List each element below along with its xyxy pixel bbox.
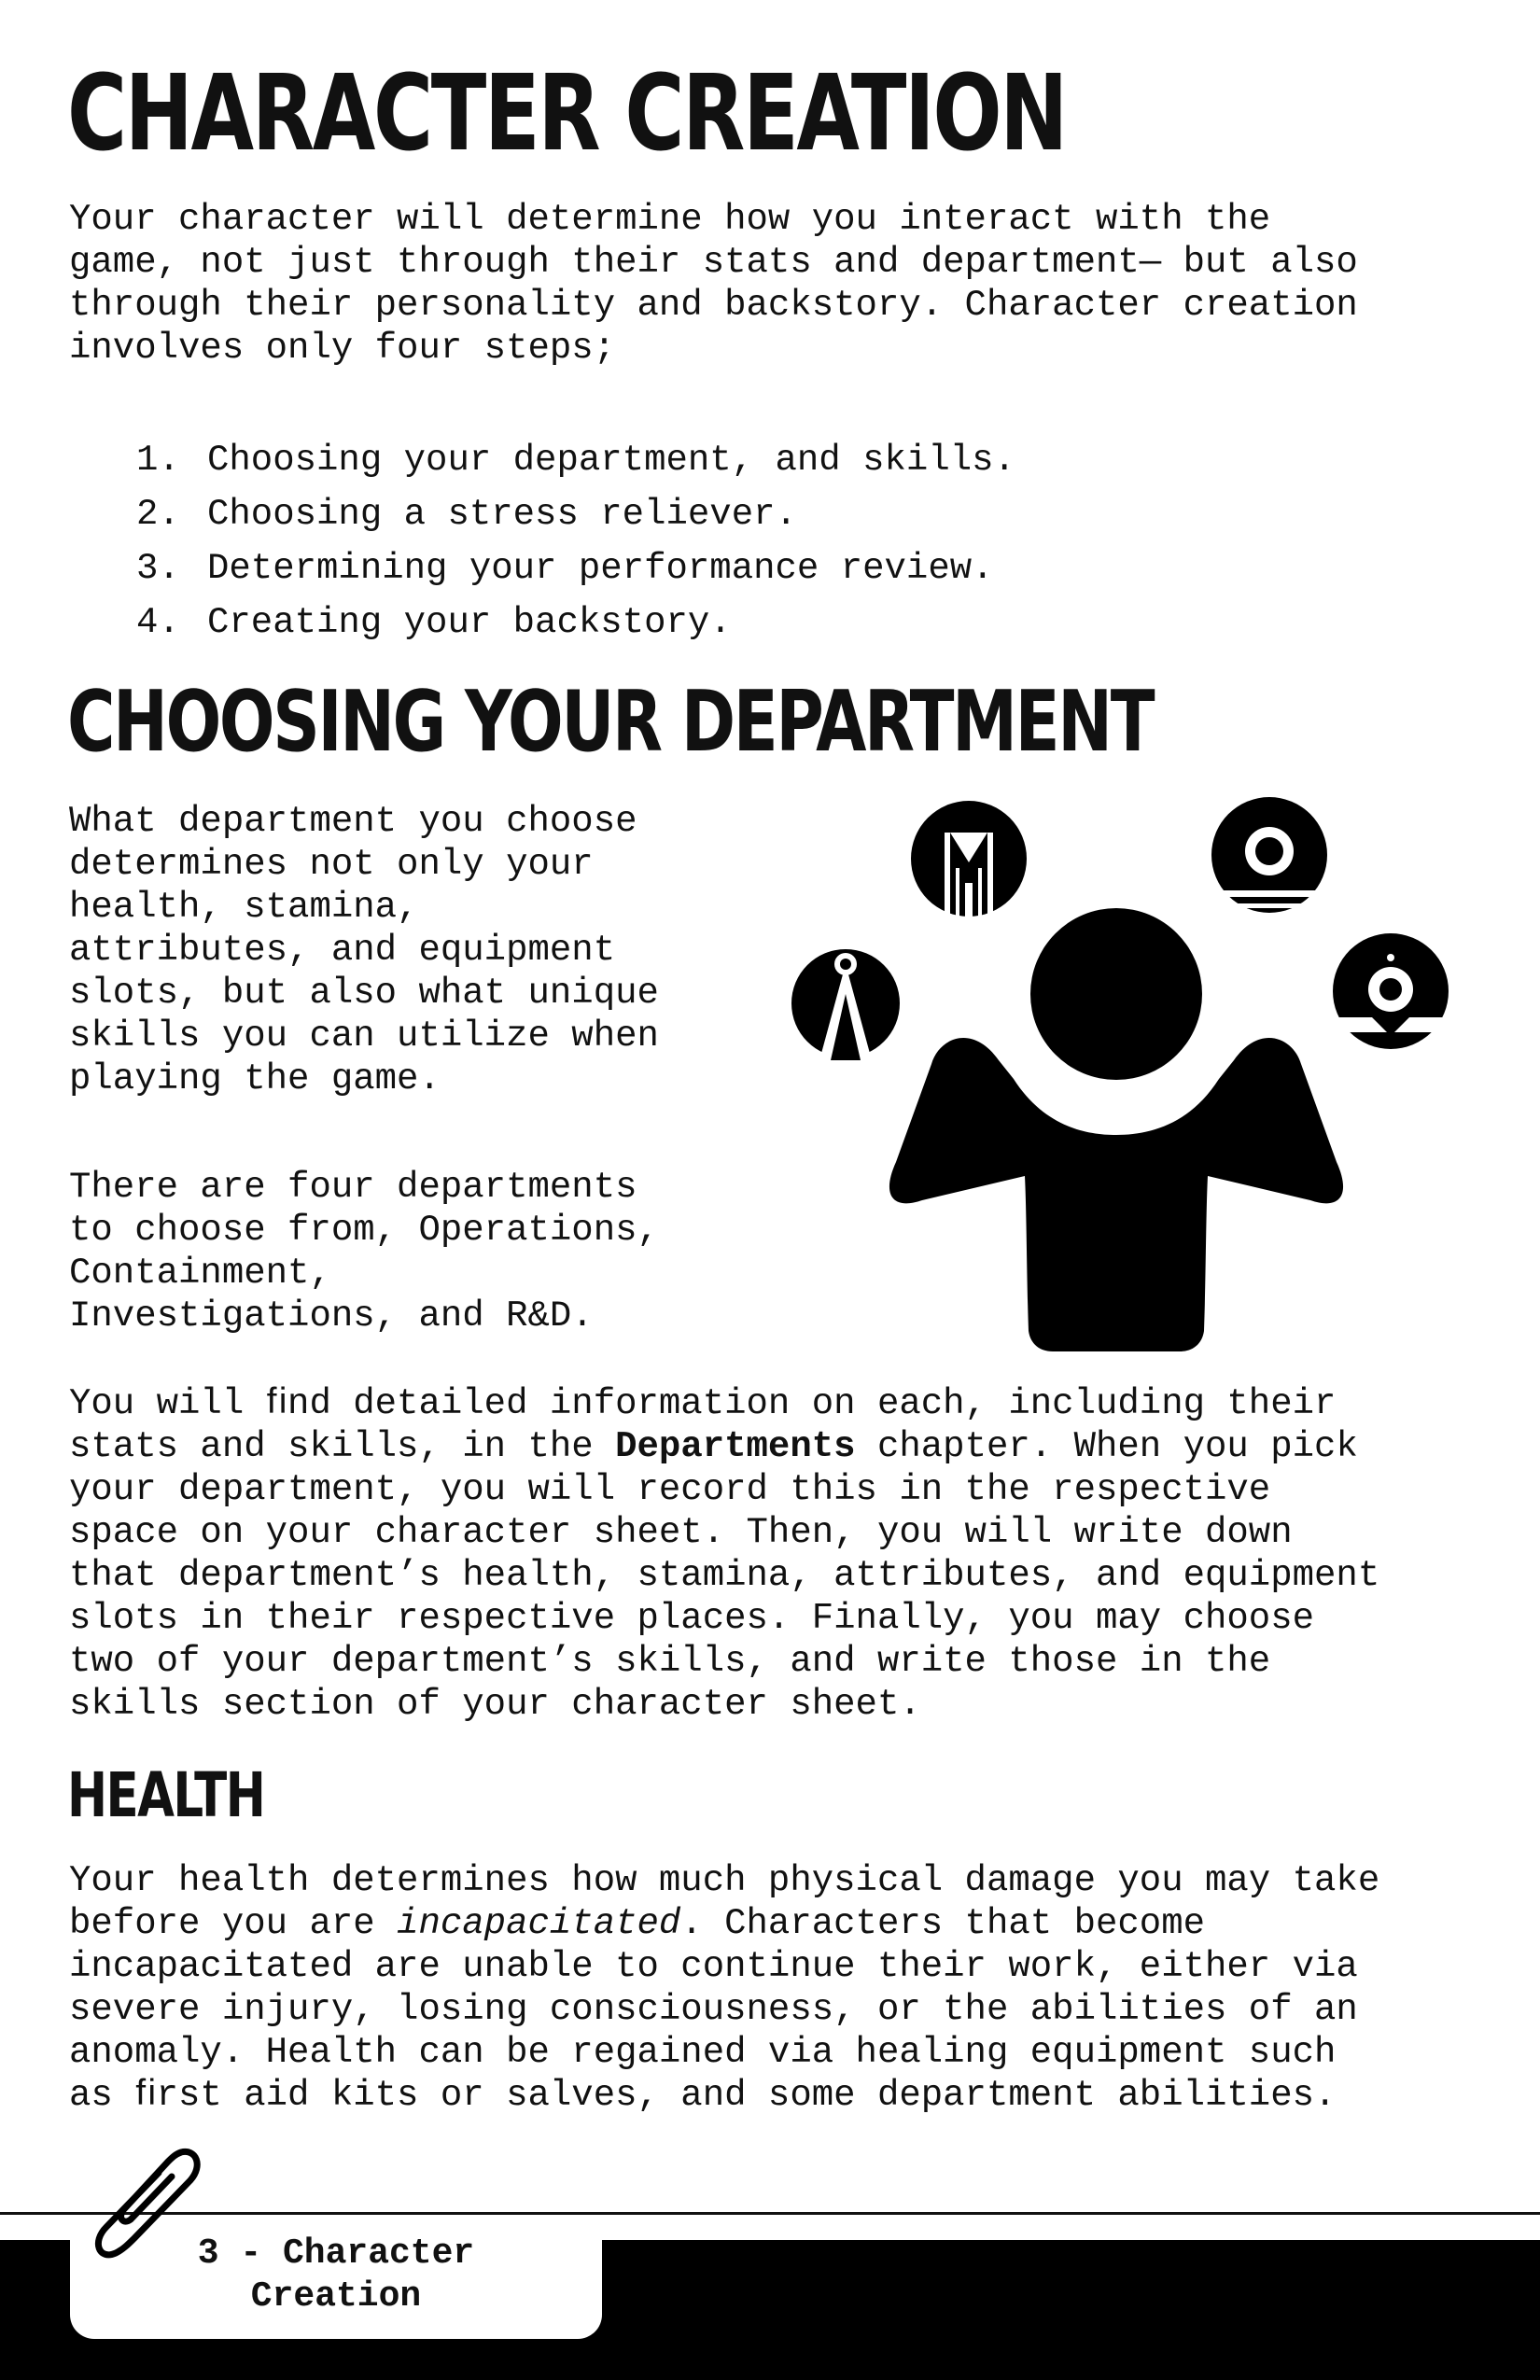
person-icon bbox=[889, 1038, 1343, 1351]
health-paragraph bbox=[69, 1859, 1379, 2117]
step-number: 1. bbox=[136, 440, 180, 481]
step-text: Creating your backstory. bbox=[207, 602, 732, 643]
text-run: chapter. When you pick your department, you will record this in the respective space on your character sheet. Then, you will write down that department’s health, stamina, attributes, and equipment slots in their respective places. Finally, you may choose two of your department’s skills, and write those in the skills section of your character sheet. bbox=[69, 1426, 1380, 1725]
person-head bbox=[1030, 908, 1202, 1080]
list-item bbox=[136, 595, 1015, 650]
page-number-label: 3 - Character Creation bbox=[197, 2233, 475, 2317]
department-emblem-icon bbox=[1206, 797, 1337, 913]
list-item bbox=[136, 433, 1015, 487]
department-paragraph-1: What department you choose determines not only your health, stamina, attributes, and equipment slots, but also what unique skills you can utilize when playing the game. bbox=[69, 801, 659, 1099]
department-illustration bbox=[782, 793, 1454, 1353]
department-heading: CHOOSING YOUR DEPARTMENT bbox=[67, 673, 1154, 771]
department-paragraph-2: There are four departments to choose from, Operations, Containment, Investigations, and R&D. bbox=[69, 1167, 659, 1337]
step-text: Determining your performance review. bbox=[207, 548, 994, 589]
step-number: 2. bbox=[136, 494, 180, 535]
departments-reference: Departments bbox=[615, 1426, 856, 1467]
department-emblem-icon bbox=[911, 801, 1027, 945]
step-text: Choosing a stress reliever. bbox=[207, 494, 797, 535]
step-number: 4. bbox=[136, 602, 180, 643]
list-item bbox=[136, 541, 1015, 595]
paperclip-icon bbox=[86, 2145, 217, 2266]
step-number: 3. bbox=[136, 548, 180, 589]
incapacitated-term: incapacitated bbox=[397, 1903, 681, 1944]
step-text: Choosing your department, and skills. bbox=[207, 440, 1015, 481]
department-emblem-icon bbox=[791, 949, 900, 1060]
footer-rule bbox=[0, 2212, 1540, 2215]
text-run: You will ﬁnd detailed information on each, including their stats and skills, in the bbox=[69, 1383, 1337, 1467]
health-heading: HEALTH bbox=[67, 1759, 265, 1831]
intro-paragraph: Your character will determine how you interact with the game, not just through their stats and department— but also through their personality and backstory. Character creation involves only four steps; bbox=[69, 199, 1358, 369]
text-run: Your health determines how much physical damage you may take before you are bbox=[69, 1860, 1380, 1944]
department-emblem-icon bbox=[1333, 933, 1449, 1049]
steps-list bbox=[136, 433, 1015, 650]
page-title: CHARACTER CREATION bbox=[67, 53, 1067, 175]
list-item bbox=[136, 487, 1015, 541]
department-paragraph-3 bbox=[69, 1382, 1379, 1726]
text-run: . Characters that become incapacitated are unable to continue their work, either via severe injury, losing consciousness, or the abilities of an anomaly. Health can be regained via healing equipment such as ﬁrst aid kits or salves, and some department abilities. bbox=[69, 1903, 1358, 2116]
